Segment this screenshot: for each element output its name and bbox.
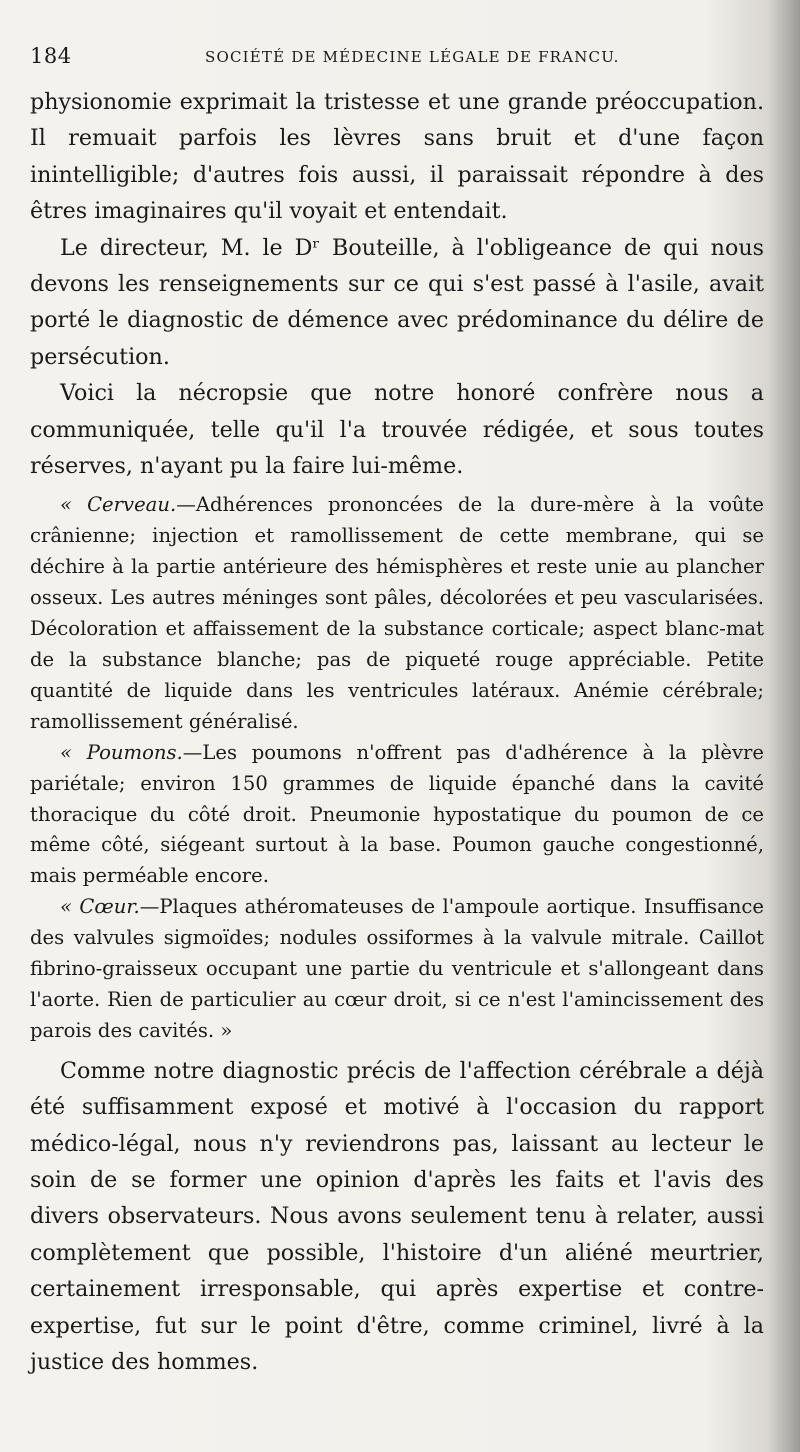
page-header: [30, 42, 730, 72]
body-text: [30, 84, 764, 1380]
page-number: 184: [30, 44, 72, 68]
quote-cerveau-text: —Adhérences prononcées de la dure-mère à la voûte crânienne; injection et ramollissement de cette membrane, qui se déchire à la partie antérieure des hémisphères et reste unie au plancher osseux. Les autres méninges sont pâles, décolorées et peu vascularisées. Décoloration et affaissement de la substance corticale; aspect blanc-mat de la substance blanche; pas de piqueté rouge appréciable. Petite quantité de liquide dans les ventricules latéraux. Anémie cérébrale; ramollissement généralisé.: [30, 493, 764, 733]
quote-poumons-text: —Les poumons n'offrent pas d'adhérence à la plèvre pariétale; environ 150 grammes de liquide épanché dans la cavité thoracique du côté droit. Pneumonie hypostatique du poumon de ce même côté, siégeant surtout à la base. Poumon gauche congestionné, mais perméable encore.: [30, 740, 764, 888]
paragraph-necropsy-intro: Voici la nécropsie que notre honoré confrère nous a communiquée, telle qu'il l'a trouvée rédigée, et sous toutes réserves, n'ayant pu la faire lui-même.: [30, 380, 764, 480]
running-title: SOCIÉTÉ DE MÉDECINE LÉGALE DE FRANCU.: [205, 48, 620, 66]
paragraph-continuation: physionomie exprimait la tristesse et une grande préoccupation. Il remuait parfois les lèvres sans bruit et d'une façon inintelligible; d'autres fois aussi, il paraissait répondre à des êtres imaginaires qu'il voyait et entendait.: [30, 89, 764, 225]
quote-coeur-label: « Cœur.: [60, 895, 140, 919]
paragraph-director: Le directeur, M. le Dʳ Bouteille, à l'obligeance de qui nous devons les renseignements sur ce qui s'est passé à l'asile, avait porté le diagnostic de démence avec prédominance du délire de persécution.: [30, 234, 764, 370]
paragraph-conclusion: Comme notre diagnostic précis de l'affection cérébrale a déjà été suffisamment exposé et motivé à l'occasion du rapport médico-légal, nous n'y reviendrons pas, laissant au lecteur le soin de se former une opinion d'après les faits et l'avis des divers observateurs. Nous avons seulement tenu à relater, aussi complètement que possible, l'histoire d'un aliéné meurtrier, certainement irresponsable, qui après expertise et contre-expertise, fut sur le point d'être, comme criminel, livré à la justice des hommes.: [30, 1057, 764, 1376]
quote-cerveau-label: « Cerveau.: [60, 493, 177, 517]
quote-coeur-text: —Plaques athéromateuses de l'ampoule aortique. Insuffisance des valvules sigmoïdes; nodules ossiformes à la valvule mitrale. Caillot fibrino-graisseux occupant une partie du ventricule et s'allongeant dans l'aorte. Rien de particulier au cœur droit, si ce n'est l'amincissement des parois des cavités. »: [30, 895, 764, 1042]
quote-poumons: [30, 738, 764, 893]
quote-coeur: [30, 892, 764, 1047]
quote-poumons-label: « Poumons.: [60, 740, 183, 764]
quote-cerveau: [30, 490, 764, 737]
